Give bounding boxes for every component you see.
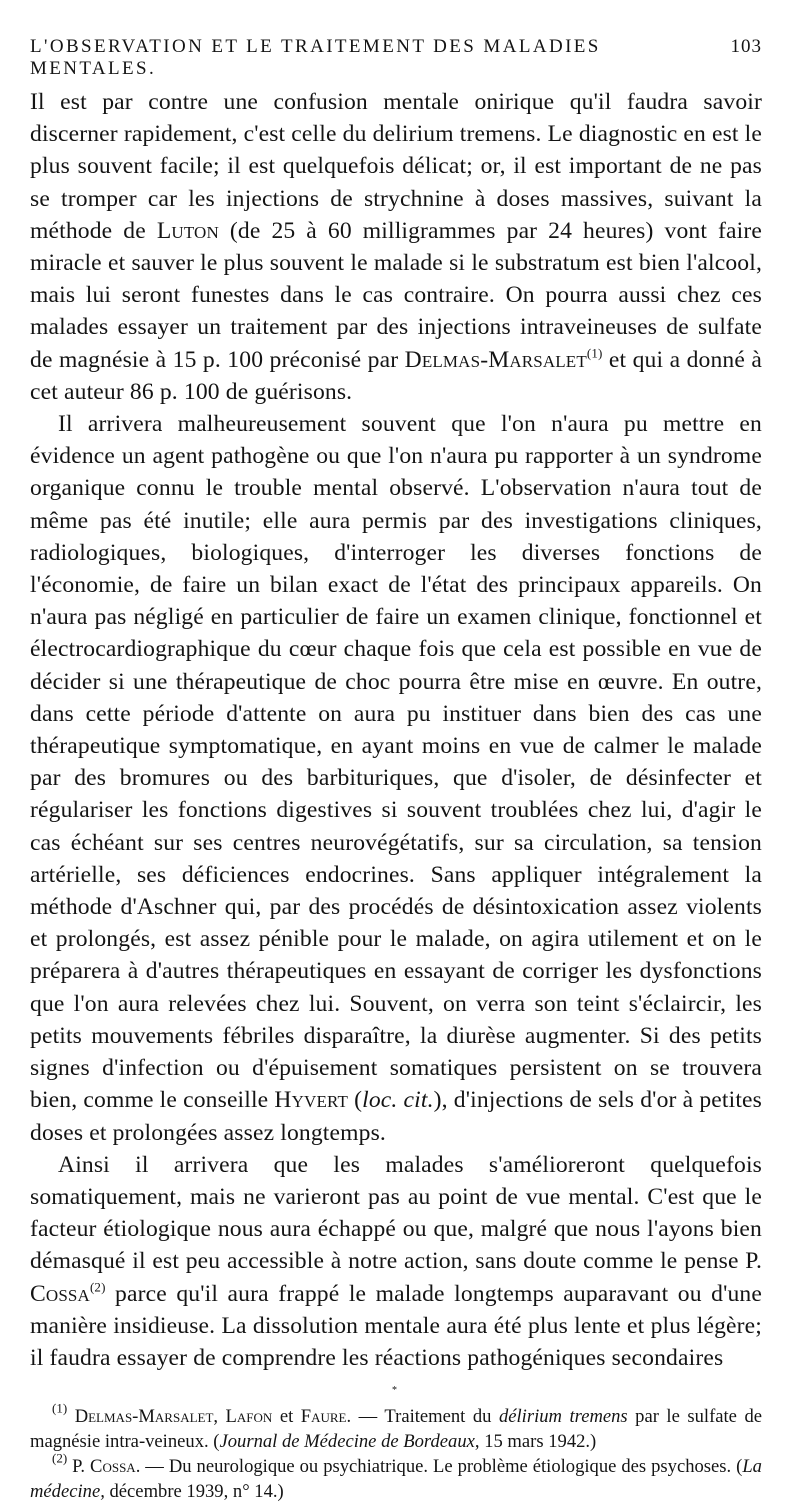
text-run: Il arrivera malheureusement souvent que l'on n'aura pu mettre en évidence un agent pathogène ou que l'on n'aura pu rapporter à un syndrome organique connu le trouble mental observé. L'observation n'aura tout de même pas été inutile; elle aura permis par des investigations cliniques, radiologiques, biologiques, d'interroger les diverses fonctions de l'économie, de faire un bilan exact de l'état des principaux appareils. On n'aura pas négligé en particulier de faire un examen clinique, fonctionnel et électrocardiographique du cœur chaque fois que cela est possible en vue de décider si une thérapeutique de choc pourra être mise en œuvre. En outre, dans cette période d'attente on aura pu instituer dans bien des cas une thérapeutique symptomatique, en ayant moins en vue de calmer le malade par des bromures ou des barbituriques, que d'isoler, de désinfecter et régulariser les fonctions digestives si souvent troublées chez lui, d'agir le cas échéant sur ses centres neurovégétatifs, sur sa circulation, sa tension artérielle, ses déficiences endocrines. Sans appliquer intégralement la méthode d'Aschner qui, par des procédés de désintoxication assez violents et prolongés, est assez pénible pour le malade, on agira utilement et on le préparera à d'autres thérapeutiques en essayant de corriger les dysfonctions que l'on aura relevées chez lui. Souvent, on verra son teint s'éclaircir, les petits mouvements fébriles disparaître, la diurèse augmenter. Si des petits signes d'infection ou d'épuisement somatiques persistent on se trouvera bien, comme le conseille: [30, 411, 762, 1114]
footnote-ref-1: (1): [586, 344, 603, 360]
footnote-2: [30, 1450, 762, 1504]
footnote-number: (2): [52, 1450, 68, 1466]
text-run: (: [348, 1087, 363, 1114]
footnote-1: [30, 1400, 762, 1454]
text-run: Il est par contre une confusion mentale onirique qu'il faudra savoir discerner rapidement, c'est celle du delirium tremens. Le diagnostic en est le plus souvent facile; il est quelquefois délicat; or, il est important de ne pas se tromper car les injections de strychnine à doses massives, suivant la méthode de: [30, 89, 763, 244]
text-run: et qui a donné à cet auteur 86 p. 100 de guérisons.: [30, 346, 763, 405]
text-run: et: [272, 1406, 301, 1428]
footnote-journal: Journal de Médecine de Bordeaux: [219, 1431, 475, 1453]
text-run: par le sulfate de magnésie intra-veineux. (: [30, 1406, 762, 1453]
text-run: P.: [67, 1456, 91, 1478]
paragraph-delirium-tremens: [30, 86, 762, 408]
footnotes: [30, 1400, 762, 1504]
footnote-number: (1): [52, 1400, 68, 1416]
footnote-ref-2: (2): [89, 1278, 106, 1294]
running-head-title: L'OBSERVATION ET LE TRAITEMENT DES MALADIES MENTALES.: [30, 36, 601, 79]
running-head: [30, 36, 762, 80]
footnote-separator: *: [392, 1385, 397, 1397]
text-run: . — Traitement du: [346, 1406, 499, 1428]
footnote-author-faure: Faure: [300, 1406, 347, 1428]
citation-loc-cit: loc. cit.: [362, 1087, 434, 1114]
footnote-journal: La médecine,: [30, 1456, 762, 1503]
author-name-luton: Luton: [156, 217, 219, 244]
paragraph-etiology: [30, 1149, 762, 1374]
footnote-author-cossa: Cossa: [90, 1456, 136, 1478]
page-number: 103: [730, 36, 762, 57]
text-run: parce qu'il aura frappé le malade longtemps auparavant ou d'une manière insidieuse. La dissolution mentale aura été plus lente et plus légère; il faudra essayer de comprendre les réactions pathogéniques secondaires: [30, 1280, 762, 1371]
footnote-italic-term: délirium tremens: [498, 1406, 628, 1428]
text-run: décembre 1939, n° 14.): [104, 1481, 284, 1503]
text-run: ), d'injections de sels d'or à petites doses et prolongées assez longtemps.: [30, 1087, 762, 1146]
text-run: , 15 mars 1942.): [474, 1431, 597, 1453]
author-name-cossa: Cossa: [30, 1280, 90, 1307]
author-name-delmas-marsalet: Delmas-Marsalet: [404, 346, 587, 373]
author-name-hyvert: Hyvert: [274, 1087, 348, 1114]
paragraph-symptomatic-therapy: [30, 408, 762, 1149]
text-run: Ainsi il arrivera que les malades s'amélioreront quelquefois somatiquement, mais ne varieront pas au point de vue mental. C'est que le facteur étiologique nous aura échappé ou que, malgré que nous l'ayons bien démasqué il est peu accessible à notre action, sans doute comme le pense P.: [30, 1151, 762, 1275]
text-run: (de 25 à 60 milligrammes par 24 heures) vont faire miracle et sauver le plus souvent le malade si le substratum est bien l'alcool, mais lui seront funestes dans le cas contraire. On pourra aussi chez ces malades essayer un traitement par des injections intraveineuses de sulfate de magnésie à 15 p. 100 préconisé par: [30, 217, 762, 373]
body-text: [30, 86, 762, 1374]
footnote-authors: Delmas-Marsalet, Lafon: [74, 1406, 273, 1428]
text-run: . — Du neurologique ou psychiatrique. Le problème étiologique des psychoses. (: [135, 1456, 743, 1478]
